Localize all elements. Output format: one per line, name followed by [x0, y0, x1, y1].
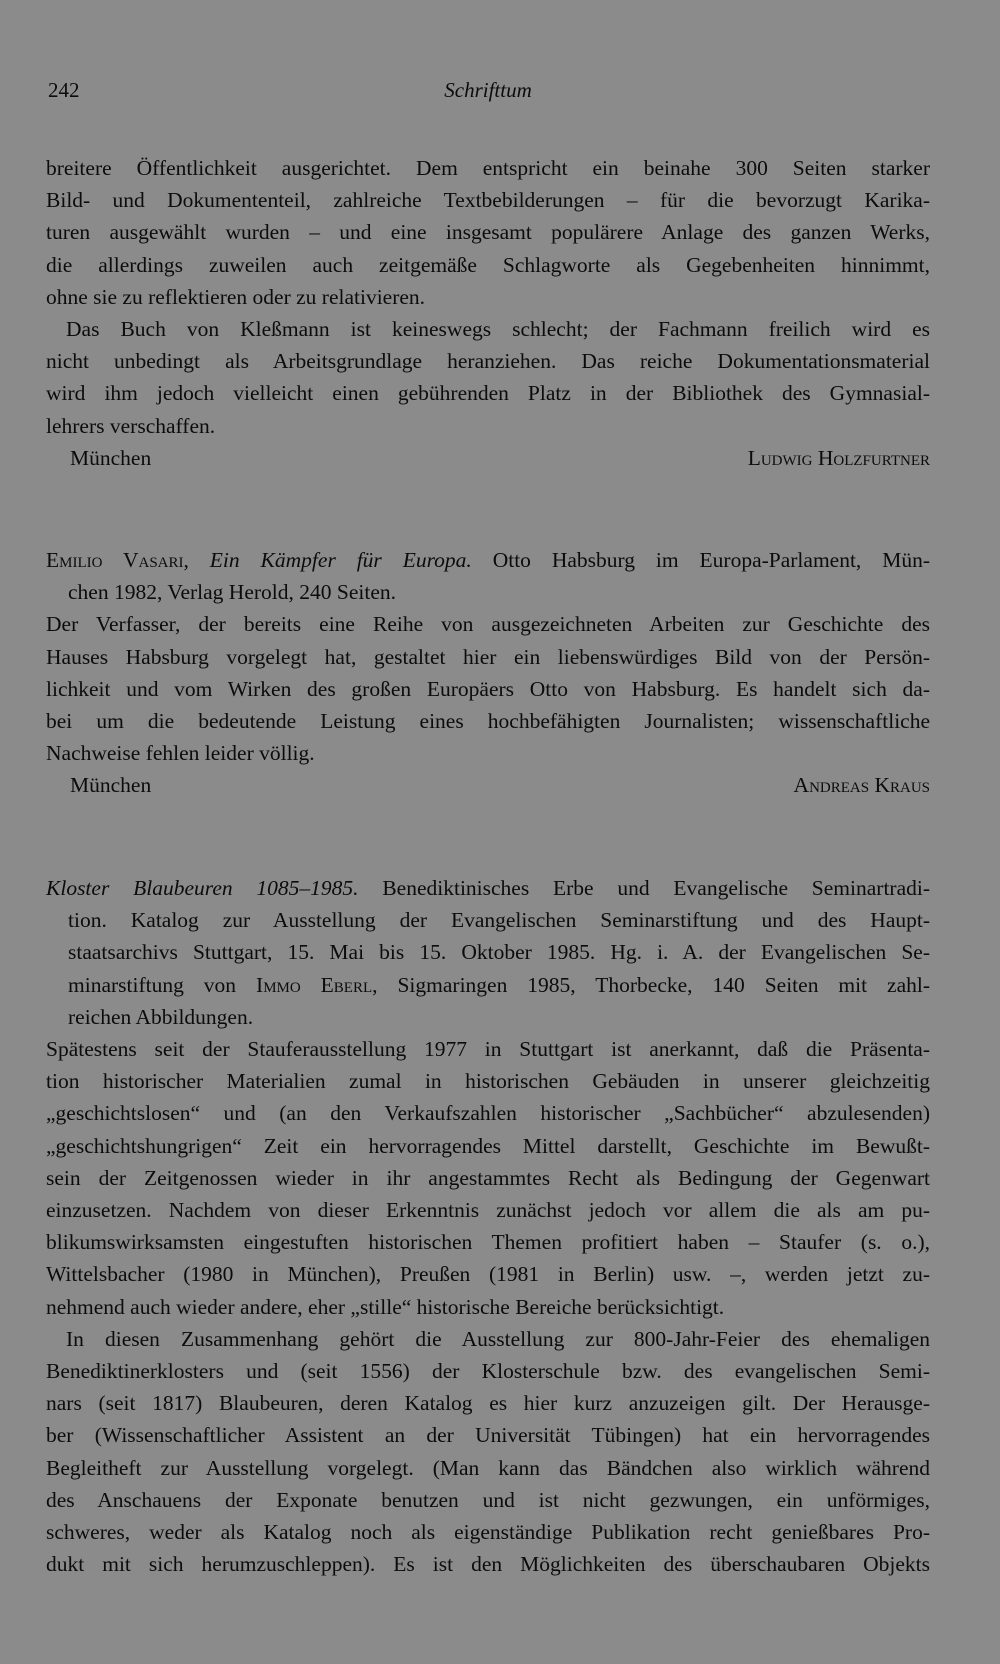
- text-line: des Anschauens der Exponate benutzen und ist nicht gezwungen, ein unförmiges,: [46, 1487, 930, 1512]
- citation-text: minarstiftung von: [68, 972, 237, 997]
- text-line: lehrers verschaffen.: [46, 413, 216, 438]
- text-line: nars (seit 1817) Blaubeuren, deren Katalog es hier kurz anzuzeigen gilt. Der Herausge-: [46, 1391, 930, 1416]
- text-line: Wittelsbacher (1980 in München), Preußen (1981 in Berlin) usw. –, werden jetzt zu-: [46, 1262, 930, 1287]
- text-line: bei um die bedeutende Leistung eines hochbefähigten Journalisten; wissenschaftliche: [46, 709, 930, 734]
- text-line: Der Verfasser, der bereits eine Reihe von ausgezeichneten Arbeiten zur Geschichte des: [46, 612, 930, 637]
- book-title: Kloster Blaubeuren 1085–1985.: [46, 876, 359, 900]
- text-line: Nachweise fehlen leider völlig.: [46, 741, 315, 766]
- citation-text: Benediktinisches Erbe und Evangelische Seminartradi-: [382, 876, 931, 900]
- text-line: blikumswirksamsten eingestuften historischen Themen profitiert haben – Staufer (s. o.),: [46, 1230, 930, 1255]
- text-line: schweres, weder als Katalog noch als eigenständige Publikation recht genießbares Pro-: [46, 1520, 930, 1545]
- signature-line: [46, 442, 930, 474]
- review-place: München: [70, 773, 152, 798]
- citation-text: Sigmaringen 1985, Thorbecke, 140 Seiten mit zahl-: [397, 972, 930, 997]
- text-line: „geschichtslosen“ und (an den Verkaufszahlen historischer „Sachbücher“ abzulesenden): [46, 1101, 930, 1126]
- text-line: nicht unbedingt als Arbeitsgrundlage heranziehen. Das reiche Dokumentationsmaterial: [46, 349, 930, 374]
- text-line: die allerdings zuweilen auch zeitgemäße Schlagworte als Gegebenheiten hinnimmt,: [46, 252, 930, 277]
- review-3: [46, 872, 930, 1580]
- reviewer-name: Ludwig Holzfurtner: [747, 445, 930, 470]
- book-editor: Immo Eberl,: [256, 972, 378, 997]
- text-line: Begleitheft zur Ausstellung vorgelegt. (Man kann das Bändchen also wirklich während: [46, 1455, 930, 1480]
- text-line: ber (Wissenschaftlicher Assistent an der Universität Tübingen) hat ein hervorragendes: [46, 1423, 930, 1448]
- citation-line: [46, 969, 930, 1001]
- text-line: lichkeit und vom Wirken des großen Europäers Otto von Habsburg. Es handelt sich da-: [46, 676, 930, 701]
- text-line: In diesen Zusammenhang gehört die Ausstellung zur 800-Jahr-Feier des ehemaligen: [66, 1326, 930, 1351]
- citation-line: tion. Katalog zur Ausstellung der Evangelischen Seminarstiftung und des Haupt-: [68, 908, 930, 933]
- text-line: Bild- und Dokumententeil, zahlreiche Textbebilderungen – für die bevorzugt Karika-: [46, 188, 930, 213]
- text-line: breitere Öffentlichkeit ausgerichtet. Dem entspricht ein beinahe 300 Seiten starker: [46, 156, 930, 180]
- text-line: Benediktinerklosters und (seit 1556) der Klosterschule bzw. des evangelischen Semi-: [46, 1359, 930, 1384]
- text-line: nehmend auch wieder andere, eher „stille“ historische Bereiche berücksichtigt.: [46, 1294, 725, 1319]
- text-line: turen ausgewählt wurden – und eine insgesamt populärere Anlage des ganzen Werks,: [46, 220, 930, 245]
- book-title: Ein Kämpfer für Europa.: [209, 548, 472, 572]
- text-line: tion historischer Materialien zumal in historischen Gebäuden in unserer gleichzeitig: [46, 1069, 930, 1094]
- citation-line: reichen Abbildungen.: [68, 1004, 254, 1029]
- page-number: 242: [48, 78, 80, 102]
- review-place: München: [70, 445, 152, 470]
- text-line: wird ihm jedoch vielleicht einen gebührenden Platz in der Bibliothek des Gymnasial-: [46, 381, 930, 406]
- text-line: Das Buch von Kleßmann ist keineswegs schlecht; der Fachmann freilich wird es: [66, 317, 930, 342]
- citation-text: Otto Habsburg im Europa-Parlament, Mün-: [492, 548, 930, 572]
- running-title: Schrifttum: [444, 78, 532, 102]
- citation-line: [46, 872, 930, 904]
- signature-line: [46, 769, 930, 801]
- reviewer-name: Andreas Kraus: [793, 773, 930, 798]
- citation-line: staatsarchivs Stuttgart, 15. Mai bis 15. Oktober 1985. Hg. i. A. der Evangelischen Se-: [68, 940, 930, 965]
- book-author: Emilio Vasari,: [46, 548, 189, 572]
- text-line: sein der Zeitgenossen wieder in ihr angestammtes Recht als Bedingung der Gegenwart: [46, 1165, 930, 1190]
- review-1: [46, 152, 930, 474]
- page-header: [48, 78, 928, 108]
- text-line: dukt mit sich herumzuschleppen). Es ist den Möglichkeiten des überschaubaren Objekts: [46, 1552, 930, 1577]
- text-line: einzusetzen. Nachdem von dieser Erkenntnis zunächst jedoch vor allem die als am pu-: [46, 1198, 930, 1223]
- text-line: Hauses Habsburg vorgelegt hat, gestaltet hier ein liebenswürdiges Bild von der Persön-: [46, 644, 930, 669]
- citation-line: chen 1982, Verlag Herold, 240 Seiten.: [68, 580, 397, 605]
- text-line: „geschichtshungrigen“ Zeit ein hervorragendes Mittel darstellt, Geschichte im Bewußt-: [46, 1133, 930, 1158]
- citation-line: [46, 544, 930, 576]
- text-line: Spätestens seit der Stauferausstellung 1977 in Stuttgart ist anerkannt, daß die Präsenta-: [46, 1037, 930, 1062]
- text-line: ohne sie zu reflektieren oder zu relativieren.: [46, 284, 426, 309]
- review-2: [46, 544, 930, 802]
